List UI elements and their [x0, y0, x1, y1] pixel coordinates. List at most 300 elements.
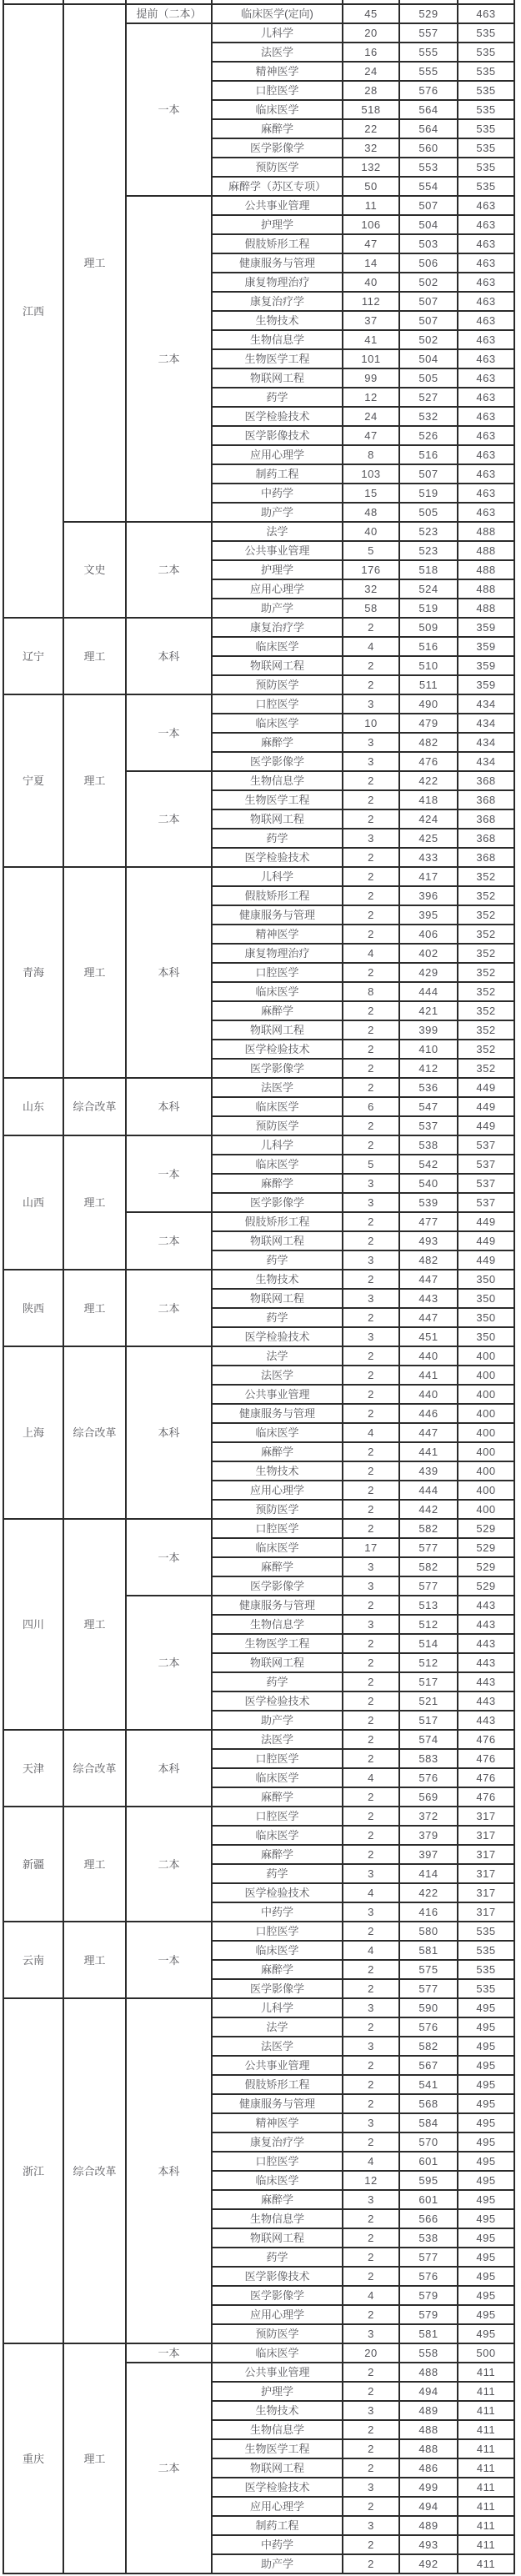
score-cell: 566 — [399, 2209, 458, 2228]
table-row — [3, 1807, 514, 1826]
major-cell: 助产学 — [212, 599, 343, 618]
major-cell: 麻醉学 — [212, 733, 343, 752]
major-cell: 麻醉学 — [212, 1845, 343, 1864]
control-line-cell: 400 — [458, 1366, 514, 1385]
major-cell: 公共事业管理 — [212, 541, 343, 560]
score-cell: 579 — [399, 2286, 458, 2305]
count-cell: 17 — [343, 1538, 399, 1557]
table-row — [3, 1078, 514, 1097]
control-line-cell: 476 — [458, 1768, 514, 1787]
score-cell: 555 — [399, 43, 458, 62]
major-cell: 助产学 — [212, 503, 343, 522]
count-cell: 2 — [343, 2209, 399, 2228]
major-cell: 药学 — [212, 1672, 343, 1691]
control-line-cell: 463 — [458, 503, 514, 522]
control-line-cell: 535 — [458, 1941, 514, 1960]
major-cell: 生物医学工程 — [212, 2439, 343, 2458]
control-line-cell: 495 — [458, 2190, 514, 2209]
control-line-cell: 317 — [458, 1902, 514, 1922]
count-cell: 2 — [343, 1807, 399, 1826]
control-line-cell: 359 — [458, 675, 514, 694]
score-cell: 414 — [399, 1864, 458, 1883]
control-line-cell: 495 — [458, 2286, 514, 2305]
count-cell: 2 — [343, 1270, 399, 1289]
score-cell: 503 — [399, 234, 458, 253]
control-line-cell: 495 — [458, 2017, 514, 2037]
major-cell: 预防医学 — [212, 2324, 343, 2343]
control-line-cell: 500 — [458, 2343, 514, 2363]
count-cell: 3 — [343, 1557, 399, 1576]
major-cell: 制药工程 — [212, 2516, 343, 2535]
score-cell: 399 — [399, 1020, 458, 1040]
major-cell: 生物信息学 — [212, 2209, 343, 2228]
major-cell: 物联网工程 — [212, 1020, 343, 1040]
count-cell: 2 — [343, 2554, 399, 2573]
count-cell: 2 — [343, 656, 399, 675]
major-cell: 物联网工程 — [212, 2458, 343, 2478]
control-line-cell: 535 — [458, 81, 514, 100]
score-cell: 511 — [399, 675, 458, 694]
control-line-cell: 476 — [458, 1730, 514, 1749]
count-cell: 2 — [343, 1020, 399, 1040]
score-cell: 425 — [399, 829, 458, 848]
count-cell: 2 — [343, 1231, 399, 1250]
control-line-cell: 495 — [458, 2152, 514, 2171]
count-cell: 2 — [343, 2228, 399, 2248]
batch-cell: 一本 — [126, 694, 212, 771]
major-cell: 预防医学 — [212, 1500, 343, 1519]
table-row — [3, 1135, 514, 1155]
count-cell: 5 — [343, 541, 399, 560]
control-line-cell: 352 — [458, 963, 514, 982]
major-cell: 口腔医学 — [212, 694, 343, 714]
control-line-cell: 449 — [458, 1231, 514, 1250]
control-line-cell: 463 — [458, 349, 514, 368]
score-cell: 532 — [399, 407, 458, 426]
scores-table-body — [3, 0, 514, 2573]
control-line-cell: 535 — [458, 62, 514, 81]
subject-type-cell: 理工 — [63, 694, 126, 867]
control-line-cell: 400 — [458, 1346, 514, 1366]
count-cell: 3 — [343, 829, 399, 848]
control-line-cell: 317 — [458, 1807, 514, 1826]
control-line-cell: 352 — [458, 1001, 514, 1020]
score-cell: 476 — [399, 752, 458, 771]
major-cell: 公共事业管理 — [212, 2363, 343, 2382]
batch-cell: 二本 — [126, 1596, 212, 1730]
control-line-cell: 488 — [458, 522, 514, 541]
major-cell: 临床医学 — [212, 2171, 343, 2190]
count-cell: 4 — [343, 637, 399, 656]
control-line-cell: 537 — [458, 1193, 514, 1212]
batch-cell: 二本 — [126, 2363, 212, 2573]
major-cell: 医学影像技术 — [212, 426, 343, 445]
score-cell: 440 — [399, 1346, 458, 1366]
count-cell: 2 — [343, 2420, 399, 2439]
count-cell: 11 — [343, 196, 399, 215]
control-line-cell: 411 — [458, 2554, 514, 2573]
major-cell: 康复治疗学 — [212, 292, 343, 311]
major-cell: 物联网工程 — [212, 1231, 343, 1250]
score-cell: 410 — [399, 1040, 458, 1059]
count-cell: 2 — [343, 1826, 399, 1845]
control-line-cell: 495 — [458, 2267, 514, 2286]
major-cell: 预防医学 — [212, 1116, 343, 1135]
batch-cell: 本科 — [126, 1346, 212, 1519]
score-cell: 583 — [399, 1749, 458, 1768]
control-line-cell: 463 — [458, 311, 514, 330]
control-line-cell: 463 — [458, 464, 514, 484]
subject-type-cell: 理工 — [63, 2343, 126, 2573]
count-cell: 3 — [343, 2037, 399, 2056]
control-line-cell: 463 — [458, 253, 514, 273]
score-cell: 486 — [399, 2458, 458, 2478]
major-cell: 法学 — [212, 1346, 343, 1366]
count-cell: 2 — [343, 1691, 399, 1711]
count-cell: 3 — [343, 1998, 399, 2017]
major-cell: 法学 — [212, 2017, 343, 2037]
major-cell: 麻醉学 — [212, 1960, 343, 1979]
major-cell: 法医学 — [212, 2037, 343, 2056]
score-cell: 510 — [399, 656, 458, 675]
count-cell: 2 — [343, 1519, 399, 1538]
count-cell: 2 — [343, 1730, 399, 1749]
province-cell: 新疆 — [3, 1807, 63, 1922]
count-cell: 101 — [343, 349, 399, 368]
major-cell: 护理学 — [212, 560, 343, 579]
score-cell: 547 — [399, 1097, 458, 1116]
control-line-cell: 535 — [458, 23, 514, 43]
count-cell: 112 — [343, 292, 399, 311]
score-cell: 568 — [399, 2094, 458, 2113]
control-line-cell: 434 — [458, 733, 514, 752]
control-line-cell: 488 — [458, 541, 514, 560]
major-cell: 临床医学 — [212, 1155, 343, 1174]
province-cell: 陕西 — [3, 1270, 63, 1346]
control-line-cell: 443 — [458, 1711, 514, 1730]
control-line-cell: 434 — [458, 752, 514, 771]
control-line-cell: 488 — [458, 579, 514, 599]
count-cell: 2 — [343, 1634, 399, 1653]
count-cell: 3 — [343, 1327, 399, 1346]
major-cell: 应用心理学 — [212, 445, 343, 464]
batch-cell: 二本 — [126, 1212, 212, 1270]
count-cell: 15 — [343, 484, 399, 503]
major-cell: 药学 — [212, 829, 343, 848]
control-line-cell: 535 — [458, 119, 514, 138]
table-row — [3, 694, 514, 714]
major-cell: 药学 — [212, 2248, 343, 2267]
control-line-cell: 411 — [458, 2458, 514, 2478]
major-cell: 临床医学 — [212, 637, 343, 656]
count-cell: 3 — [343, 1193, 399, 1212]
control-line-cell: 411 — [458, 2516, 514, 2535]
control-line-cell: 463 — [458, 426, 514, 445]
province-cell: 四川 — [3, 1519, 63, 1730]
count-cell: 2 — [343, 886, 399, 905]
major-cell: 中药学 — [212, 1902, 343, 1922]
major-cell: 公共事业管理 — [212, 1385, 343, 1404]
count-cell: 58 — [343, 599, 399, 618]
control-line-cell: 400 — [458, 1423, 514, 1442]
score-cell: 575 — [399, 1960, 458, 1979]
table-row — [3, 618, 514, 637]
score-cell: 379 — [399, 1826, 458, 1845]
major-cell: 医学影像技术 — [212, 2267, 343, 2286]
count-cell: 2 — [343, 1366, 399, 1385]
score-cell: 513 — [399, 1596, 458, 1615]
score-cell: 397 — [399, 1845, 458, 1864]
control-line-cell: 463 — [458, 388, 514, 407]
major-cell: 口腔医学 — [212, 1519, 343, 1538]
major-cell: 药学 — [212, 1864, 343, 1883]
count-cell: 3 — [343, 2478, 399, 2497]
count-cell: 3 — [343, 2113, 399, 2132]
major-cell: 临床医学(定向) — [212, 4, 343, 23]
count-cell: 2 — [343, 1078, 399, 1097]
count-cell: 2 — [343, 905, 399, 925]
control-line-cell: 463 — [458, 368, 514, 388]
control-line-cell: 495 — [458, 2056, 514, 2075]
subject-type-cell: 综合改革 — [63, 1730, 126, 1807]
control-line-cell: 463 — [458, 215, 514, 234]
score-cell: 582 — [399, 1557, 458, 1576]
count-cell: 22 — [343, 119, 399, 138]
control-line-cell: 411 — [458, 2439, 514, 2458]
score-cell: 447 — [399, 1270, 458, 1289]
major-cell: 医学检验技术 — [212, 1040, 343, 1059]
major-cell: 儿科学 — [212, 23, 343, 43]
count-cell: 2 — [343, 2094, 399, 2113]
batch-cell: 本科 — [126, 867, 212, 1078]
control-line-cell: 537 — [458, 1174, 514, 1193]
major-cell: 麻醉学 — [212, 1787, 343, 1807]
count-cell: 3 — [343, 2190, 399, 2209]
subject-type-cell: 文史 — [63, 522, 126, 618]
control-line-cell: 411 — [458, 2363, 514, 2382]
count-cell: 3 — [343, 2401, 399, 2420]
score-cell: 446 — [399, 1404, 458, 1423]
score-cell: 518 — [399, 560, 458, 579]
major-cell: 医学检验技术 — [212, 2478, 343, 2497]
major-cell: 麻醉学 — [212, 1001, 343, 1020]
score-cell: 505 — [399, 503, 458, 522]
control-line-cell: 368 — [458, 771, 514, 790]
subject-type-cell: 理工 — [63, 4, 126, 522]
count-cell: 3 — [343, 1250, 399, 1270]
score-cell: 577 — [399, 1979, 458, 1998]
count-cell: 3 — [343, 1902, 399, 1922]
count-cell: 50 — [343, 177, 399, 196]
score-cell: 490 — [399, 694, 458, 714]
control-line-cell: 535 — [458, 1979, 514, 1998]
major-cell: 物联网工程 — [212, 656, 343, 675]
count-cell: 12 — [343, 2171, 399, 2190]
control-line-cell: 449 — [458, 1078, 514, 1097]
control-line-cell: 434 — [458, 694, 514, 714]
count-cell: 40 — [343, 273, 399, 292]
score-cell: 442 — [399, 1500, 458, 1519]
major-cell: 法医学 — [212, 1078, 343, 1097]
control-line-cell: 317 — [458, 1826, 514, 1845]
count-cell: 2 — [343, 2305, 399, 2324]
major-cell: 预防医学 — [212, 675, 343, 694]
major-cell: 麻醉学 — [212, 1442, 343, 1461]
count-cell: 37 — [343, 311, 399, 330]
count-cell: 2 — [343, 675, 399, 694]
control-line-cell: 495 — [458, 1998, 514, 2017]
control-line-cell: 352 — [458, 1020, 514, 1040]
score-cell: 601 — [399, 2190, 458, 2209]
major-cell: 假肢矫形工程 — [212, 1212, 343, 1231]
subject-type-cell: 综合改革 — [63, 1998, 126, 2343]
table-row — [3, 1922, 514, 1941]
count-cell: 4 — [343, 944, 399, 963]
control-line-cell: 495 — [458, 2209, 514, 2228]
major-cell: 精神医学 — [212, 2113, 343, 2132]
score-cell: 406 — [399, 925, 458, 944]
subject-type-cell: 理工 — [63, 867, 126, 1078]
count-cell: 4 — [343, 2152, 399, 2171]
count-cell: 3 — [343, 2324, 399, 2343]
count-cell: 2 — [343, 1749, 399, 1768]
count-cell: 2 — [343, 1116, 399, 1135]
score-cell: 590 — [399, 1998, 458, 2017]
control-line-cell: 495 — [458, 2228, 514, 2248]
control-line-cell: 368 — [458, 848, 514, 867]
count-cell: 518 — [343, 100, 399, 119]
major-cell: 健康服务与管理 — [212, 905, 343, 925]
count-cell: 12 — [343, 388, 399, 407]
count-cell: 3 — [343, 1289, 399, 1308]
control-line-cell: 535 — [458, 177, 514, 196]
control-line-cell: 352 — [458, 944, 514, 963]
major-cell: 临床医学 — [212, 982, 343, 1001]
major-cell: 口腔医学 — [212, 963, 343, 982]
batch-cell: 一本 — [126, 1922, 212, 1998]
major-cell: 生物技术 — [212, 2401, 343, 2420]
major-cell: 中药学 — [212, 484, 343, 503]
count-cell: 2 — [343, 2458, 399, 2478]
table-row — [3, 1346, 514, 1366]
control-line-cell: 400 — [458, 1404, 514, 1423]
major-cell: 医学影像学 — [212, 1193, 343, 1212]
score-cell: 538 — [399, 1135, 458, 1155]
control-line-cell: 443 — [458, 1634, 514, 1653]
major-cell: 物联网工程 — [212, 368, 343, 388]
count-cell: 2 — [343, 2075, 399, 2094]
control-line-cell: 350 — [458, 1308, 514, 1327]
control-line-cell: 350 — [458, 1270, 514, 1289]
count-cell: 2 — [343, 2439, 399, 2458]
major-cell: 医学影像学 — [212, 1576, 343, 1596]
score-cell: 494 — [399, 2382, 458, 2401]
count-cell: 3 — [343, 1864, 399, 1883]
major-cell: 麻醉学 — [212, 119, 343, 138]
province-cell: 山东 — [3, 1078, 63, 1135]
control-line-cell: 443 — [458, 1596, 514, 1615]
major-cell: 麻醉学 — [212, 2190, 343, 2209]
score-cell: 502 — [399, 330, 458, 349]
score-cell: 579 — [399, 2305, 458, 2324]
count-cell: 2 — [343, 1404, 399, 1423]
subject-type-cell: 理工 — [63, 1135, 126, 1270]
major-cell: 临床医学 — [212, 1768, 343, 1787]
score-cell: 433 — [399, 848, 458, 867]
score-cell: 422 — [399, 1883, 458, 1902]
count-cell: 2 — [343, 1461, 399, 1481]
major-cell: 公共事业管理 — [212, 2056, 343, 2075]
score-cell: 512 — [399, 1615, 458, 1634]
major-cell: 精神医学 — [212, 925, 343, 944]
count-cell: 20 — [343, 23, 399, 43]
control-line-cell: 535 — [458, 1960, 514, 1979]
count-cell: 2 — [343, 1711, 399, 1730]
score-cell: 576 — [399, 2267, 458, 2286]
score-cell: 492 — [399, 2554, 458, 2573]
major-cell: 临床医学 — [212, 1941, 343, 1960]
score-cell: 580 — [399, 1922, 458, 1941]
count-cell: 47 — [343, 426, 399, 445]
count-cell: 45 — [343, 4, 399, 23]
score-cell: 536 — [399, 1078, 458, 1097]
score-cell: 443 — [399, 1289, 458, 1308]
count-cell: 2 — [343, 2248, 399, 2267]
score-cell: 477 — [399, 1212, 458, 1231]
control-line-cell: 359 — [458, 637, 514, 656]
province-cell: 上海 — [3, 1346, 63, 1519]
major-cell: 临床医学 — [212, 2343, 343, 2363]
control-line-cell: 449 — [458, 1250, 514, 1270]
major-cell: 临床医学 — [212, 1097, 343, 1116]
count-cell: 2 — [343, 1500, 399, 1519]
table-row — [3, 1519, 514, 1538]
control-line-cell: 537 — [458, 1155, 514, 1174]
score-cell: 554 — [399, 177, 458, 196]
major-cell: 麻醉学（苏区专项） — [212, 177, 343, 196]
major-cell: 生物信息学 — [212, 2420, 343, 2439]
count-cell: 3 — [343, 2516, 399, 2535]
control-line-cell: 411 — [458, 2420, 514, 2439]
table-row — [3, 1998, 514, 2017]
score-cell: 505 — [399, 368, 458, 388]
control-line-cell: 368 — [458, 790, 514, 809]
major-cell: 康复物理治疗 — [212, 273, 343, 292]
major-cell: 医学影像学 — [212, 2286, 343, 2305]
batch-cell: 本科 — [126, 1078, 212, 1135]
control-line-cell: 495 — [458, 2171, 514, 2190]
admission-scores-table — [3, 0, 515, 2574]
count-cell: 3 — [343, 752, 399, 771]
score-cell: 574 — [399, 1730, 458, 1749]
count-cell: 2 — [343, 1040, 399, 1059]
major-cell: 物联网工程 — [212, 1653, 343, 1672]
major-cell: 临床医学 — [212, 100, 343, 119]
province-cell: 青海 — [3, 867, 63, 1078]
score-cell: 412 — [399, 1059, 458, 1078]
control-line-cell: 495 — [458, 2132, 514, 2152]
control-line-cell: 449 — [458, 1212, 514, 1231]
control-line-cell: 443 — [458, 1672, 514, 1691]
count-cell: 3 — [343, 1576, 399, 1596]
count-cell: 2 — [343, 2267, 399, 2286]
major-cell: 医学检验技术 — [212, 1691, 343, 1711]
control-line-cell: 400 — [458, 1500, 514, 1519]
count-cell: 4 — [343, 1941, 399, 1960]
batch-cell: 一本 — [126, 1135, 212, 1212]
table-row — [3, 1730, 514, 1749]
score-cell: 519 — [399, 599, 458, 618]
